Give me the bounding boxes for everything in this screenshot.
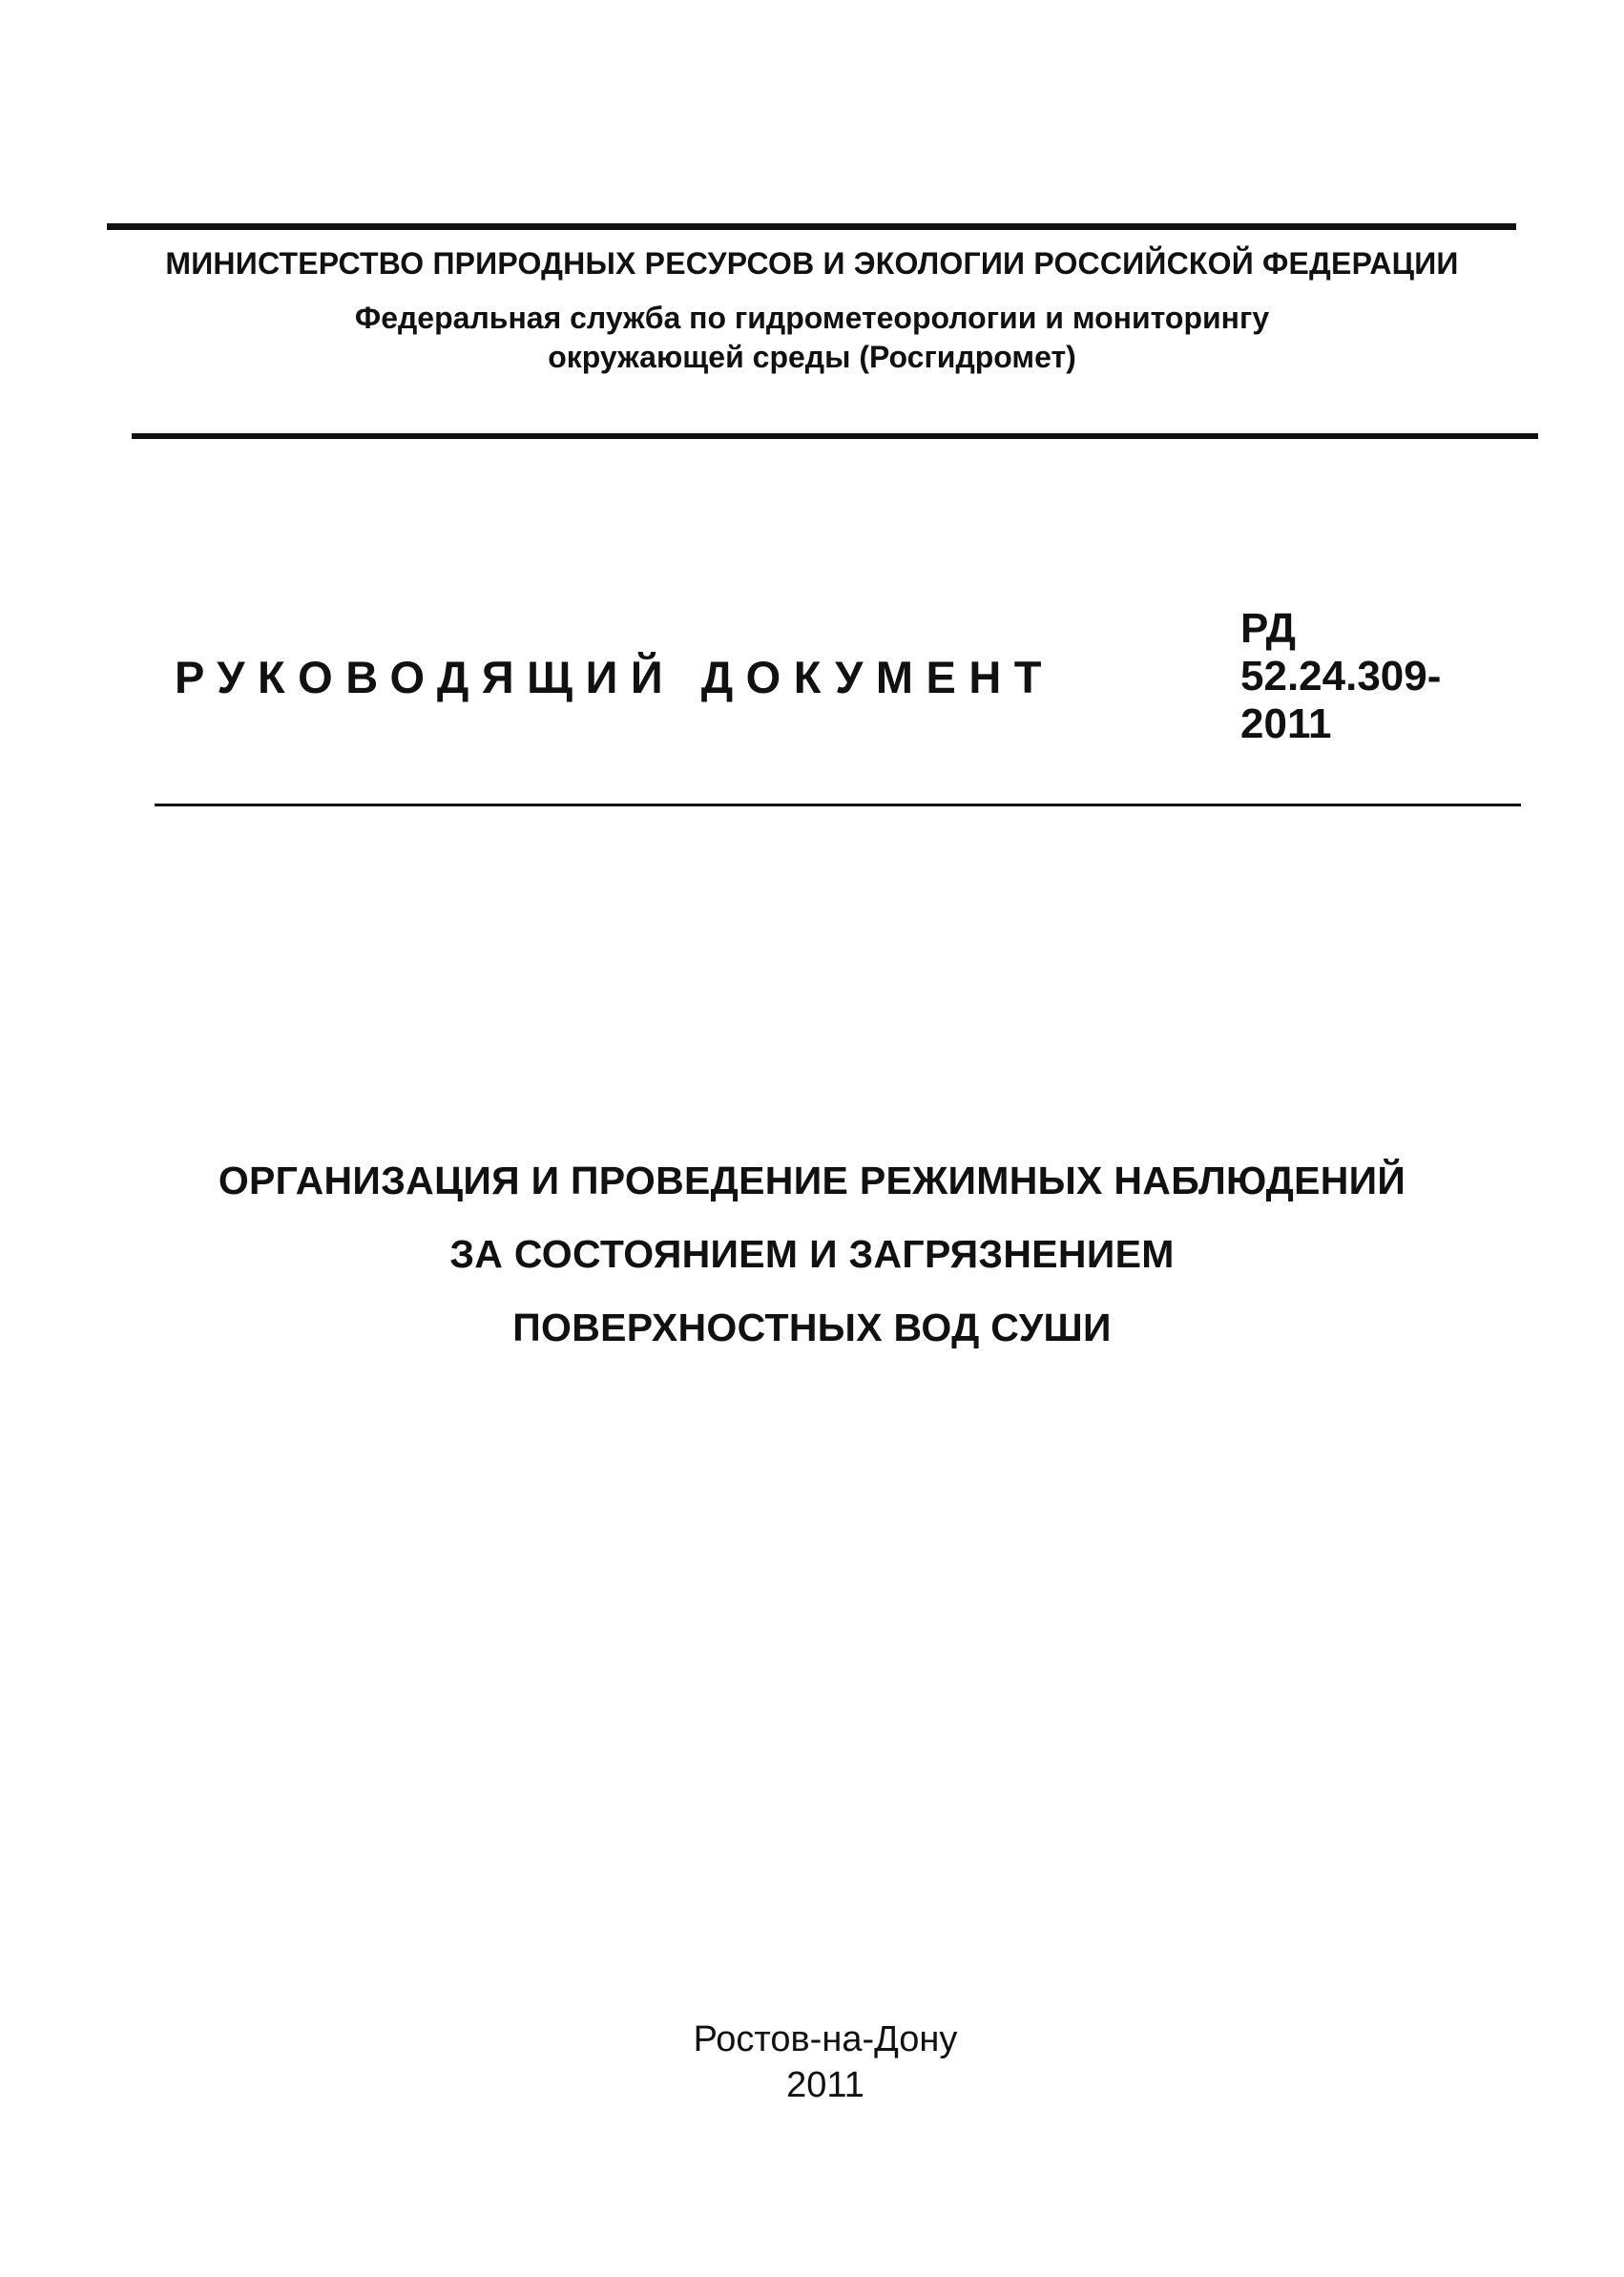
- document-code-prefix: РД: [1240, 605, 1296, 652]
- document-title-line-1: ОРГАНИЗАЦИЯ И ПРОВЕДЕНИЕ РЕЖИМНЫХ НАБЛЮДЕНИЙ: [218, 1159, 1406, 1202]
- document-code-year: 2011: [1240, 700, 1332, 747]
- publication-year: 2011: [786, 2065, 864, 2105]
- header-bottom-divider: [132, 433, 1538, 439]
- document-title-line-3: ПОВЕРХНОСТНЫХ ВОД СУШИ: [512, 1306, 1112, 1349]
- document-type: РУКОВОДЯЩИЙ ДОКУМЕНТ: [175, 652, 1054, 702]
- service-name-line-1: Федеральная служба по гидрометеорологии и мониторингу: [354, 301, 1270, 335]
- document-type-divider: [155, 804, 1521, 806]
- document-code: [1240, 605, 1441, 748]
- publication-city: Ростов-на-Дону: [693, 2019, 958, 2059]
- ministry-name: МИНИСТЕРСТВО ПРИРОДНЫХ РЕСУРСОВ И ЭКОЛОГИИ РОССИЙСКОЙ ФЕДЕРАЦИИ: [165, 246, 1459, 281]
- top-divider: [107, 223, 1516, 230]
- service-name-line-2: окружающей среды (Росгидромет): [548, 340, 1076, 374]
- document-title-line-2: ЗА СОСТОЯНИЕМ И ЗАГРЯЗНЕНИЕМ: [449, 1232, 1175, 1276]
- document-code-number: 52.24.309-: [1240, 653, 1442, 700]
